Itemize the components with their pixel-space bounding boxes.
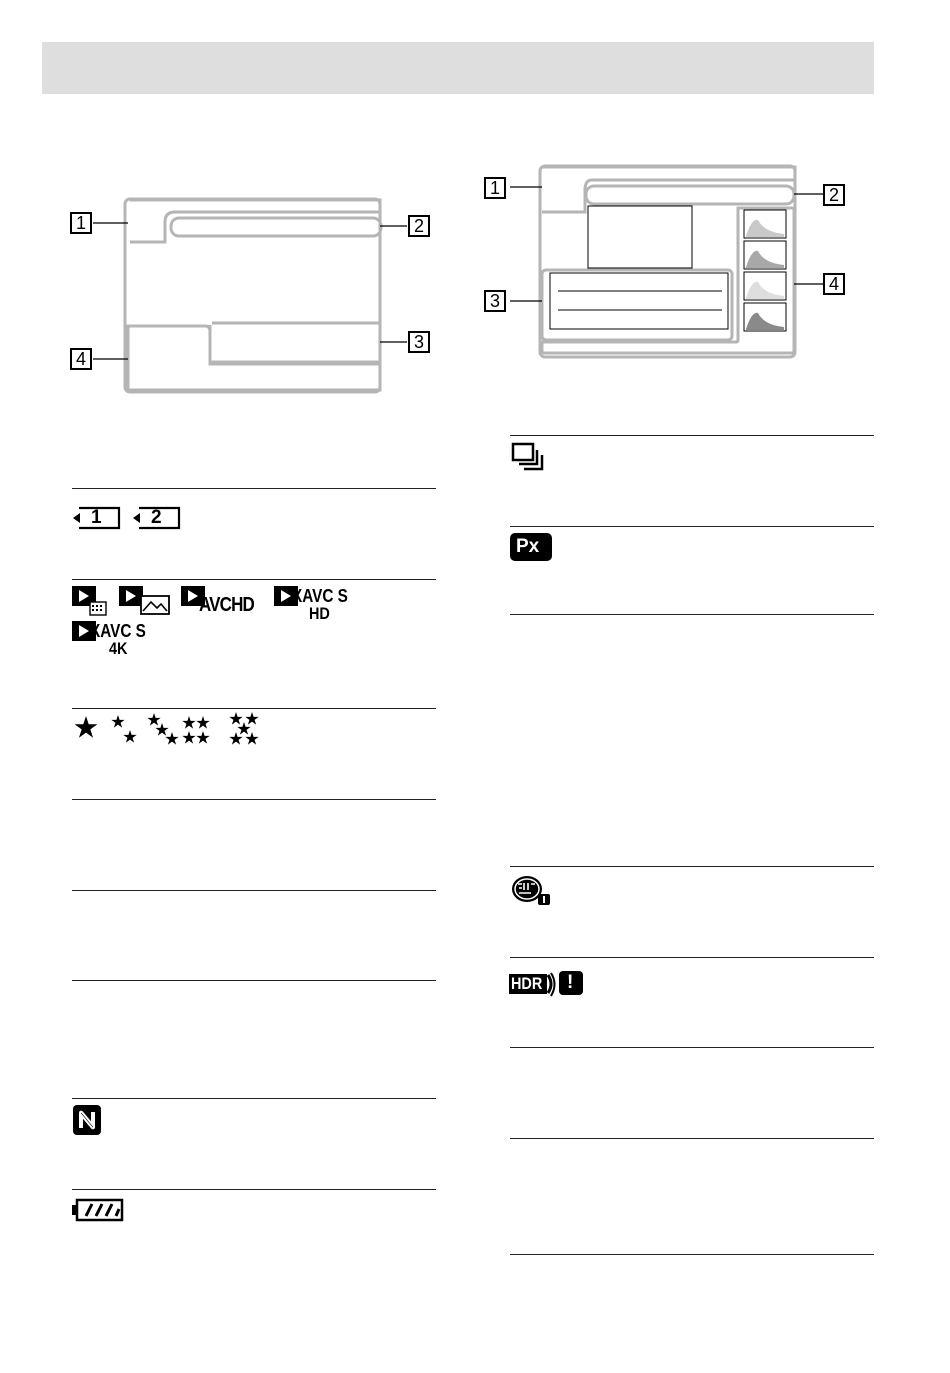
warning-label: ! — [567, 972, 574, 993]
xavc-hd-bottom-label: HD — [309, 604, 330, 623]
area-2-outline — [171, 218, 381, 236]
slot-2-label: 2 — [151, 507, 162, 528]
right-row-separator — [510, 1138, 874, 1139]
right-row-separator — [510, 526, 874, 527]
hdr-label: HDR — [511, 974, 543, 993]
left-row-separator — [72, 579, 436, 580]
xavc-4k-top-label: XAVC S — [90, 621, 146, 641]
histogram-panels — [744, 210, 786, 331]
rating-stars-icon — [72, 712, 272, 746]
left-row-separator — [72, 980, 436, 981]
right-callout-3: 3 — [484, 290, 506, 312]
right-row-separator — [510, 1254, 874, 1255]
xavc-hd-top-label: XAVC S — [292, 586, 348, 606]
right-row-separator — [510, 435, 874, 436]
left-screen-diagram — [60, 190, 450, 410]
battery-icon — [72, 1198, 124, 1222]
right-row-separator — [510, 614, 874, 615]
header-band — [42, 42, 874, 94]
right-row-separator — [510, 957, 874, 958]
area-2-outline — [586, 186, 794, 204]
slot-1-label: 1 — [91, 507, 102, 528]
nfc-icon — [72, 1104, 102, 1136]
still-view-icon — [119, 586, 171, 616]
right-callout-2: 2 — [823, 184, 845, 206]
right-row-separator — [510, 866, 874, 867]
right-callout-4: 4 — [823, 273, 845, 295]
left-row-separator — [72, 890, 436, 891]
left-row-separator — [72, 1098, 436, 1099]
dro-icon — [510, 874, 554, 906]
left-callout-4: 4 — [70, 348, 92, 370]
avchd-view-icon — [181, 586, 265, 618]
left-callout-1: 1 — [70, 212, 92, 234]
continuous-shooting-group-icon — [511, 442, 545, 472]
xavc-4k-bottom-label: 4K — [109, 639, 128, 658]
memory-card-slot-1-icon — [73, 506, 121, 530]
px-label: Px — [516, 536, 540, 557]
px-badge-icon — [510, 533, 552, 561]
left-row-separator — [72, 708, 436, 709]
left-row-separator — [72, 799, 436, 800]
thumbnail-area — [588, 206, 692, 268]
area-4-outline — [128, 326, 380, 390]
xavc-4k-view-icon — [72, 621, 152, 661]
info-area — [550, 273, 728, 329]
date-view-icon — [72, 586, 112, 616]
right-row-separator — [510, 1047, 874, 1048]
left-callout-3: 3 — [408, 331, 430, 353]
xavc-hd-view-icon — [274, 586, 354, 626]
memory-card-slot-2-icon — [133, 506, 181, 530]
avchd-label: AVCHD — [199, 594, 254, 616]
right-callout-1: 1 — [484, 177, 506, 199]
warning-icon — [559, 971, 583, 995]
hdr-icon — [508, 972, 556, 998]
left-row-separator — [72, 1189, 436, 1190]
right-screen-diagram — [480, 160, 860, 370]
left-row-separator — [72, 488, 436, 489]
left-callout-2: 2 — [408, 215, 430, 237]
area-3-outline — [210, 323, 380, 362]
